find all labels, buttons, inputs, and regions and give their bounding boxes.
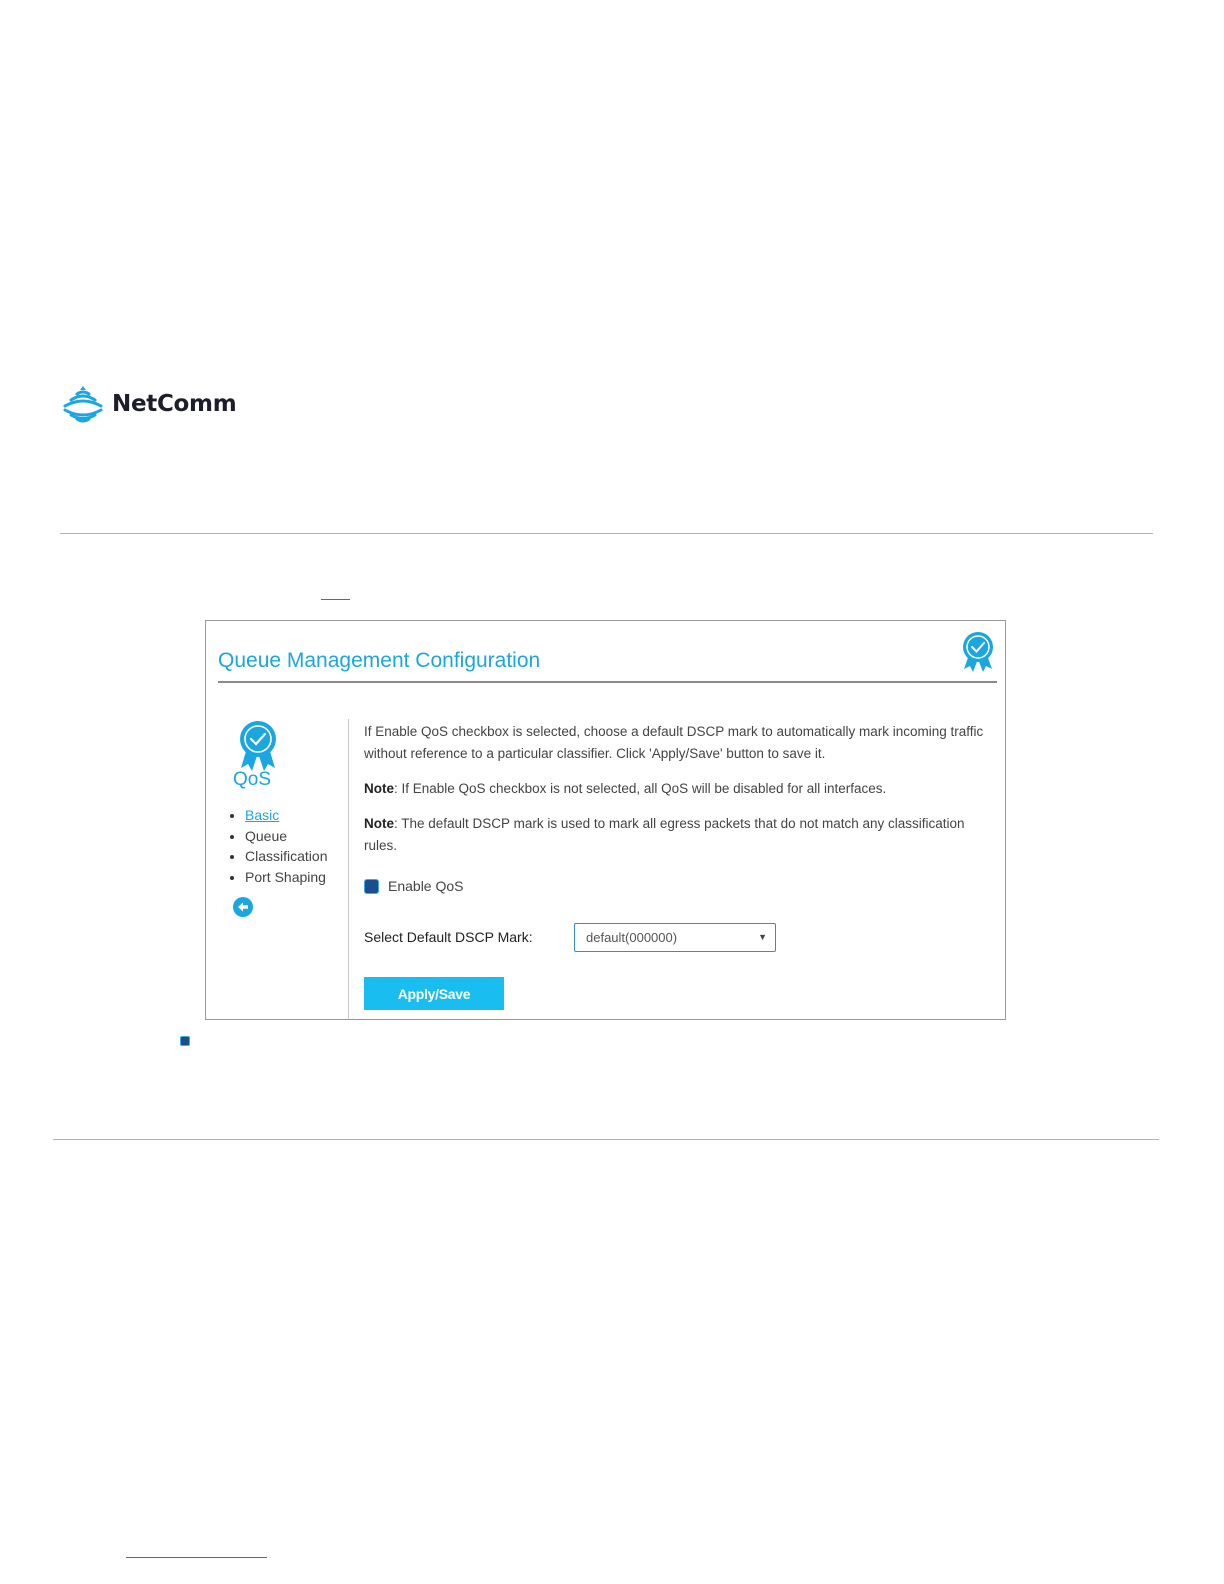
footer-divider [53,1139,1159,1140]
sidebar-divider [348,719,349,1019]
description-text: If Enable QoS checkbox is selected, choose a default DSCP mark to automatically mark incoming traffic without reference to a particular classifier. Click 'Apply/Save' button to save it. [364,724,984,761]
header-divider [60,533,1153,534]
sidebar-item-label: Queue [245,827,288,844]
back-button[interactable] [233,897,253,917]
sidebar-item-label: Port Shaping [245,868,326,885]
qos-config-panel [205,620,1006,1020]
note-text: : The default DSCP mark is used to mark all egress packets that do not match any classification rules. [364,816,965,853]
enable-qos-row [364,878,464,894]
sidebar-item-basic[interactable] [230,805,327,826]
sidebar-menu [230,805,327,887]
dscp-mark-row [364,923,994,953]
enable-qos-checkbox[interactable] [364,879,379,894]
dscp-mark-select[interactable] [574,923,776,952]
dscp-mark-selected-value: default(000000) [586,930,678,945]
page-title: Queue Management Configuration [218,649,541,672]
qos-sidebar [206,717,348,1020]
note-default-dscp [364,813,994,857]
ribbon-badge-icon [960,631,996,678]
caret-down-icon: ▼ [758,932,767,942]
netcomm-logo [60,384,236,424]
apply-save-button[interactable]: Apply/Save [364,977,504,1010]
netcomm-logo-text: NetComm [112,391,237,417]
sidebar-item-label[interactable]: Basic [245,807,280,823]
dscp-mark-label: Select Default DSCP Mark: [364,929,533,945]
note-text: : If Enable QoS checkbox is not selected, all QoS will be disabled for all interfaces. [394,781,887,796]
netcomm-wifi-icon [60,384,106,424]
arrow-left-icon [233,897,253,917]
enable-qos-label: Enable QoS [388,878,464,894]
sidebar-item-label: Classification [245,848,328,864]
sidebar-item-queue[interactable] [230,826,327,847]
note-label: Note [364,816,394,831]
note-enable-qos [364,778,994,800]
sidebar-item-classification[interactable] [230,846,327,867]
note-label: Note [364,781,394,796]
title-divider [218,681,997,683]
link-underline[interactable] [321,599,350,600]
list-bullet-icon [180,1036,190,1046]
sidebar-item-port-shaping[interactable] [230,867,327,888]
sidebar-title: QoS [233,769,272,790]
footer-link-underline[interactable] [126,1557,267,1558]
